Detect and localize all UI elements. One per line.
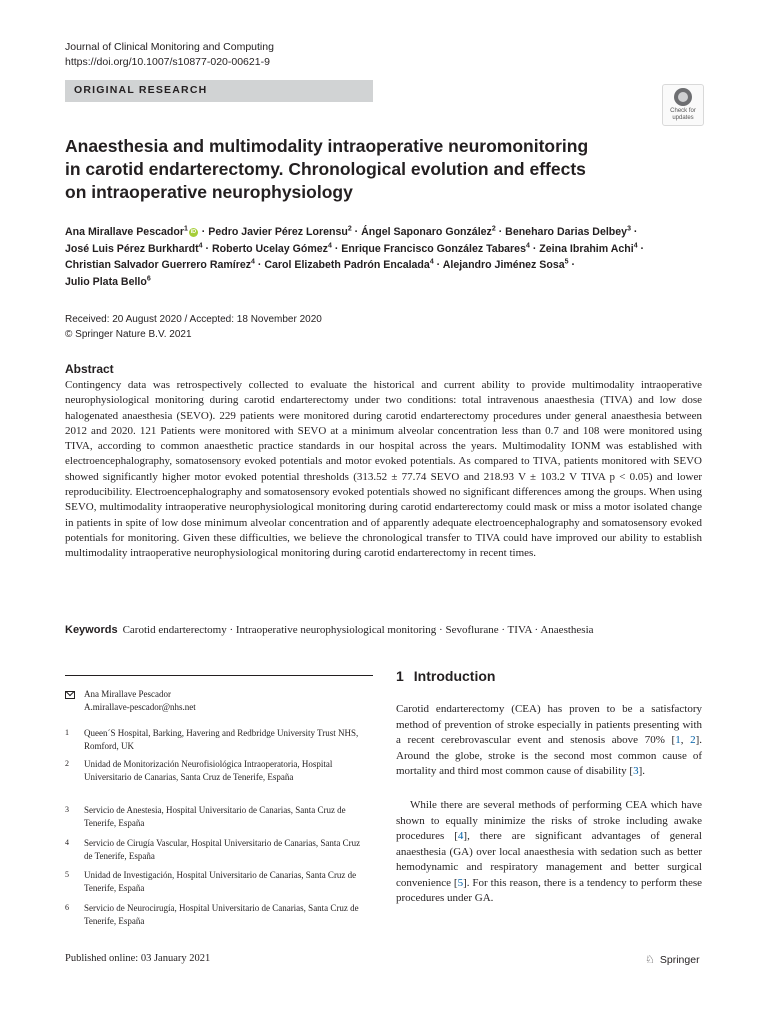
paragraph-text: ]. For this reason, there is a tendency to perform these procedures under GA. — [396, 876, 702, 904]
citation-link[interactable]: 5 — [457, 876, 464, 889]
affiliation-mark: 5 — [564, 258, 569, 266]
affiliation-text: Servicio de Cirugía Vascular, Hospital Universitario de Canarias, Santa Cruz de Tenerife, España — [84, 838, 361, 861]
paragraph-text: ], there are significant advantages of general anaesthesia (GA) over local anaesthesia with sedation such as better hemodynamic and respiratory management and better surgical convenience [ — [396, 830, 702, 889]
affiliation-mark: 4 — [251, 258, 255, 266]
article-type-banner — [65, 80, 373, 102]
affiliation-item — [65, 727, 365, 753]
author[interactable]: Ángel Saponaro González — [361, 226, 492, 238]
paragraph-text: While there are several methods of performing CEA which have shown to equally minimize the risks of stroke including awake procedures [ — [396, 799, 702, 842]
check-for-updates-badge[interactable] — [662, 84, 704, 126]
affiliation-mark: 6 — [146, 275, 151, 283]
published-online: Published online: 03 January 2021 — [65, 953, 211, 964]
author[interactable]: José Luis Pérez Burkhardt — [65, 242, 199, 255]
author[interactable]: Beneharo Darias Delbey — [505, 226, 628, 238]
journal-header — [65, 40, 274, 70]
abstract-heading: Abstract — [65, 362, 114, 376]
separator: · — [495, 226, 506, 238]
paragraph-text: Carotid endarterectomy (CEA) has proven to be a satisfactory method of prevention of stroke especially in patients presenting with a recent cerebrovascular event and stenosis above 70% [ — [396, 703, 702, 746]
title-line-3: on intraoperative neurophysiology — [65, 182, 353, 202]
separator: · — [433, 259, 443, 272]
copyright: © Springer Nature B.V. 2021 — [65, 328, 192, 340]
author-line-3: Christian Salvador Guerrero Ramírez$^4$ · Carol Elizabeth Padrón Encalada$^4$ · Alejandro Jiménez Sosa$^5$ · — [65, 258, 576, 272]
affiliation-number: 6 — [65, 903, 69, 912]
affiliation-number: 3 — [65, 805, 69, 814]
title-line-1: Anaesthesia and multimodality intraoperative neuromonitoring — [65, 136, 589, 156]
affiliation-text: Unidad de Investigación, Hospital Universitario de Canarias, Santa Cruz de Tenerife, España — [84, 870, 357, 893]
intro-paragraph-2 — [396, 798, 702, 907]
author-line-4 — [65, 274, 715, 291]
correspondence-text — [84, 688, 369, 713]
paragraph-text: , — [680, 734, 691, 746]
separator: · — [254, 259, 265, 272]
author-list — [65, 224, 715, 291]
affiliation-mark: 4 — [633, 242, 638, 250]
affiliation-mark: 4 — [525, 242, 530, 250]
affiliation-text: Servicio de Neurocirugía, Hospital Universitario de Canarias, Santa Cruz de Tenerife, España — [84, 903, 359, 926]
affiliation-item — [65, 902, 365, 928]
author[interactable]: Zeina Ibrahim Achi — [539, 242, 634, 255]
footnote-divider — [65, 675, 373, 676]
keywords-text: Carotid endarterectomy · Intraoperative neurophysiological monitoring · Sevoflurane · TIVA · Anaesthesia — [122, 624, 594, 636]
affiliation-mark: 2 — [491, 225, 496, 233]
publication-dates — [65, 313, 322, 342]
affiliation-mark: 3 — [627, 225, 631, 233]
doi-link[interactable]: https://doi.org/10.1007/s10877-020-00621-9 — [65, 56, 270, 68]
affiliation-item — [65, 758, 365, 796]
check-updates-caption — [663, 108, 703, 121]
springer-logo — [645, 953, 700, 966]
separator: · — [198, 226, 209, 238]
keywords — [65, 623, 715, 638]
check-updates-icon — [674, 88, 692, 106]
affiliation-mark: 1 — [183, 225, 188, 233]
paragraph-text: ]. — [638, 765, 645, 777]
author[interactable]: Julio Plata Bello — [65, 276, 147, 289]
check-updates-line1: Check for — [670, 108, 696, 114]
separator: · — [331, 242, 342, 255]
author-line-2: José Luis Pérez Burkhardt$^4$ · Roberto Ucelay Gómez$^4$ · Enrique Francisco González Tabares$^4$ · Zeina Ibrahim Achi$^4$ · — [65, 242, 645, 255]
citation-link[interactable]: 2 — [690, 734, 696, 746]
author[interactable]: Roberto Ucelay Gómez — [211, 242, 328, 255]
author[interactable]: Pedro Javier Pérez Lorensu — [208, 226, 348, 238]
citation-link[interactable]: 1 — [675, 734, 681, 746]
citation-link[interactable]: 4 — [457, 830, 464, 842]
abstract-text: Contingency data was retrospectively collected to evaluate the historical and current ability to provide multimodality intraoperative neurophysiological monitoring during carotid endarterectomy under two conditions: total intravenous anaesthesia (TIVA) and low dose halogenated anaesthesia (SEVO). 229 patients were monitored during carotid endarterectomy procedures under general anaesthesia between 2012 and 2020. 121 Patients were monitored with SEVO at a minimum alveolar concentration less than 0.7 and 108 were monitored using TIVA, according to common anaesthetic practice standards in our hospital across the years. Multimodality IONM was established with electroencephalography, somatosensory evoked potentials and motor evoked potentials. As compared to TIVA, patients monitored with SEVO showed significantly higher motor evoked potential thresholds (313.52 ± 77.74 SEVO and 218.93 V ± 103.2 V TIVA p < 0.05) and lower reproducibility. Electroencephalography and somatosensory evoked potentials showed no significant differences among the groups. When using SEVO, multimodality intraoperative neurophysiological monitoring during carotid endarterectomy could mask or miss a motor isolated change in patients in spite of low dose minimum alveolar concentration and of apparently adequate electroencephalography and somatosensory evoked potentials for monitoring. Given these difficulties, we believe the chronological transfer to TIVA could have improved our ability to establish multimodality intraoperative neurophysiological monitoring during carotid endarterectomy in recent times. — [65, 379, 702, 560]
section-number: 1 — [396, 668, 404, 684]
separator: · — [351, 226, 362, 238]
author[interactable]: Christian Salvador Guerrero Ramírez — [65, 259, 252, 272]
springer-horse-icon: ♘ — [645, 954, 655, 966]
affiliation-number: 5 — [65, 870, 69, 879]
affiliation-number: 1 — [65, 728, 69, 737]
author[interactable]: Ana Mirallave Pescador — [65, 226, 184, 238]
correspondence-note — [65, 688, 365, 714]
publisher-name: Springer — [659, 954, 700, 966]
separator: · — [202, 242, 212, 255]
author[interactable]: Alejandro Jiménez Sosa — [442, 259, 565, 272]
affiliation-mark: 4 — [327, 242, 332, 250]
orcid-icon[interactable]: iD — [190, 228, 197, 235]
citation-link[interactable]: 3 — [633, 765, 639, 777]
affiliation-mark: 2 — [347, 225, 352, 233]
author[interactable]: Carol Elizabeth Padrón Encalada — [264, 259, 430, 272]
affiliation-mark: 4 — [198, 242, 203, 250]
paragraph-text: ]. Around the globe, stroke is the second most common cause of mortality and third most common cause of disability [ — [396, 734, 703, 777]
title-line-2: in carotid endarterectomy. Chronological evolution and effects — [65, 159, 586, 179]
separator: · — [529, 242, 540, 255]
affiliation-text: Servicio de Anestesia, Hospital Universitario de Canarias, Santa Cruz de Tenerife, España — [84, 805, 346, 828]
intro-paragraph-1 — [396, 702, 702, 780]
section-heading-introduction — [396, 668, 495, 684]
paper-title — [65, 135, 625, 204]
affiliation-item — [65, 804, 365, 830]
journal-name: Journal of Clinical Monitoring and Computing — [65, 41, 274, 53]
corresponding-author: Ana Mirallave Pescador — [84, 689, 171, 699]
envelope-icon — [65, 691, 75, 699]
author[interactable]: Enrique Francisco González Tabares — [341, 242, 526, 255]
author-line-1: Ana Mirallave Pescador$^1$ iD · Pedro Javier Pérez Lorensu$^2$ · Ángel Saponaro González$^2$ · Beneharo Darias Delbey$^3$ · — [65, 225, 638, 238]
affiliation-text: Unidad de Monitorización Neurofisiológica Intraoperatoria, Hospital Universitario de Canarias, Santa Cruz de Tenerife, España — [84, 759, 333, 782]
corresponding-email[interactable]: A.mirallave-pescador@nhs.net — [84, 701, 196, 712]
check-updates-line2: updates — [672, 114, 694, 121]
affiliation-item — [65, 869, 365, 895]
affiliation-number: 4 — [65, 838, 69, 847]
keywords-label: Keywords — [65, 624, 118, 636]
received-accepted: Received: 20 August 2020 / Accepted: 18 November 2020 — [65, 314, 322, 325]
section-title: Introduction — [413, 668, 496, 684]
affiliation-number: 2 — [65, 759, 69, 768]
affiliation-item — [65, 837, 365, 863]
affiliation-mark: 4 — [429, 258, 434, 266]
affiliation-text: Queen´S Hospital, Barking, Havering and Redbridge University Trust NHS, Romford, UK — [84, 728, 359, 751]
article-type-label: ORIGINAL RESEARCH — [74, 84, 208, 96]
